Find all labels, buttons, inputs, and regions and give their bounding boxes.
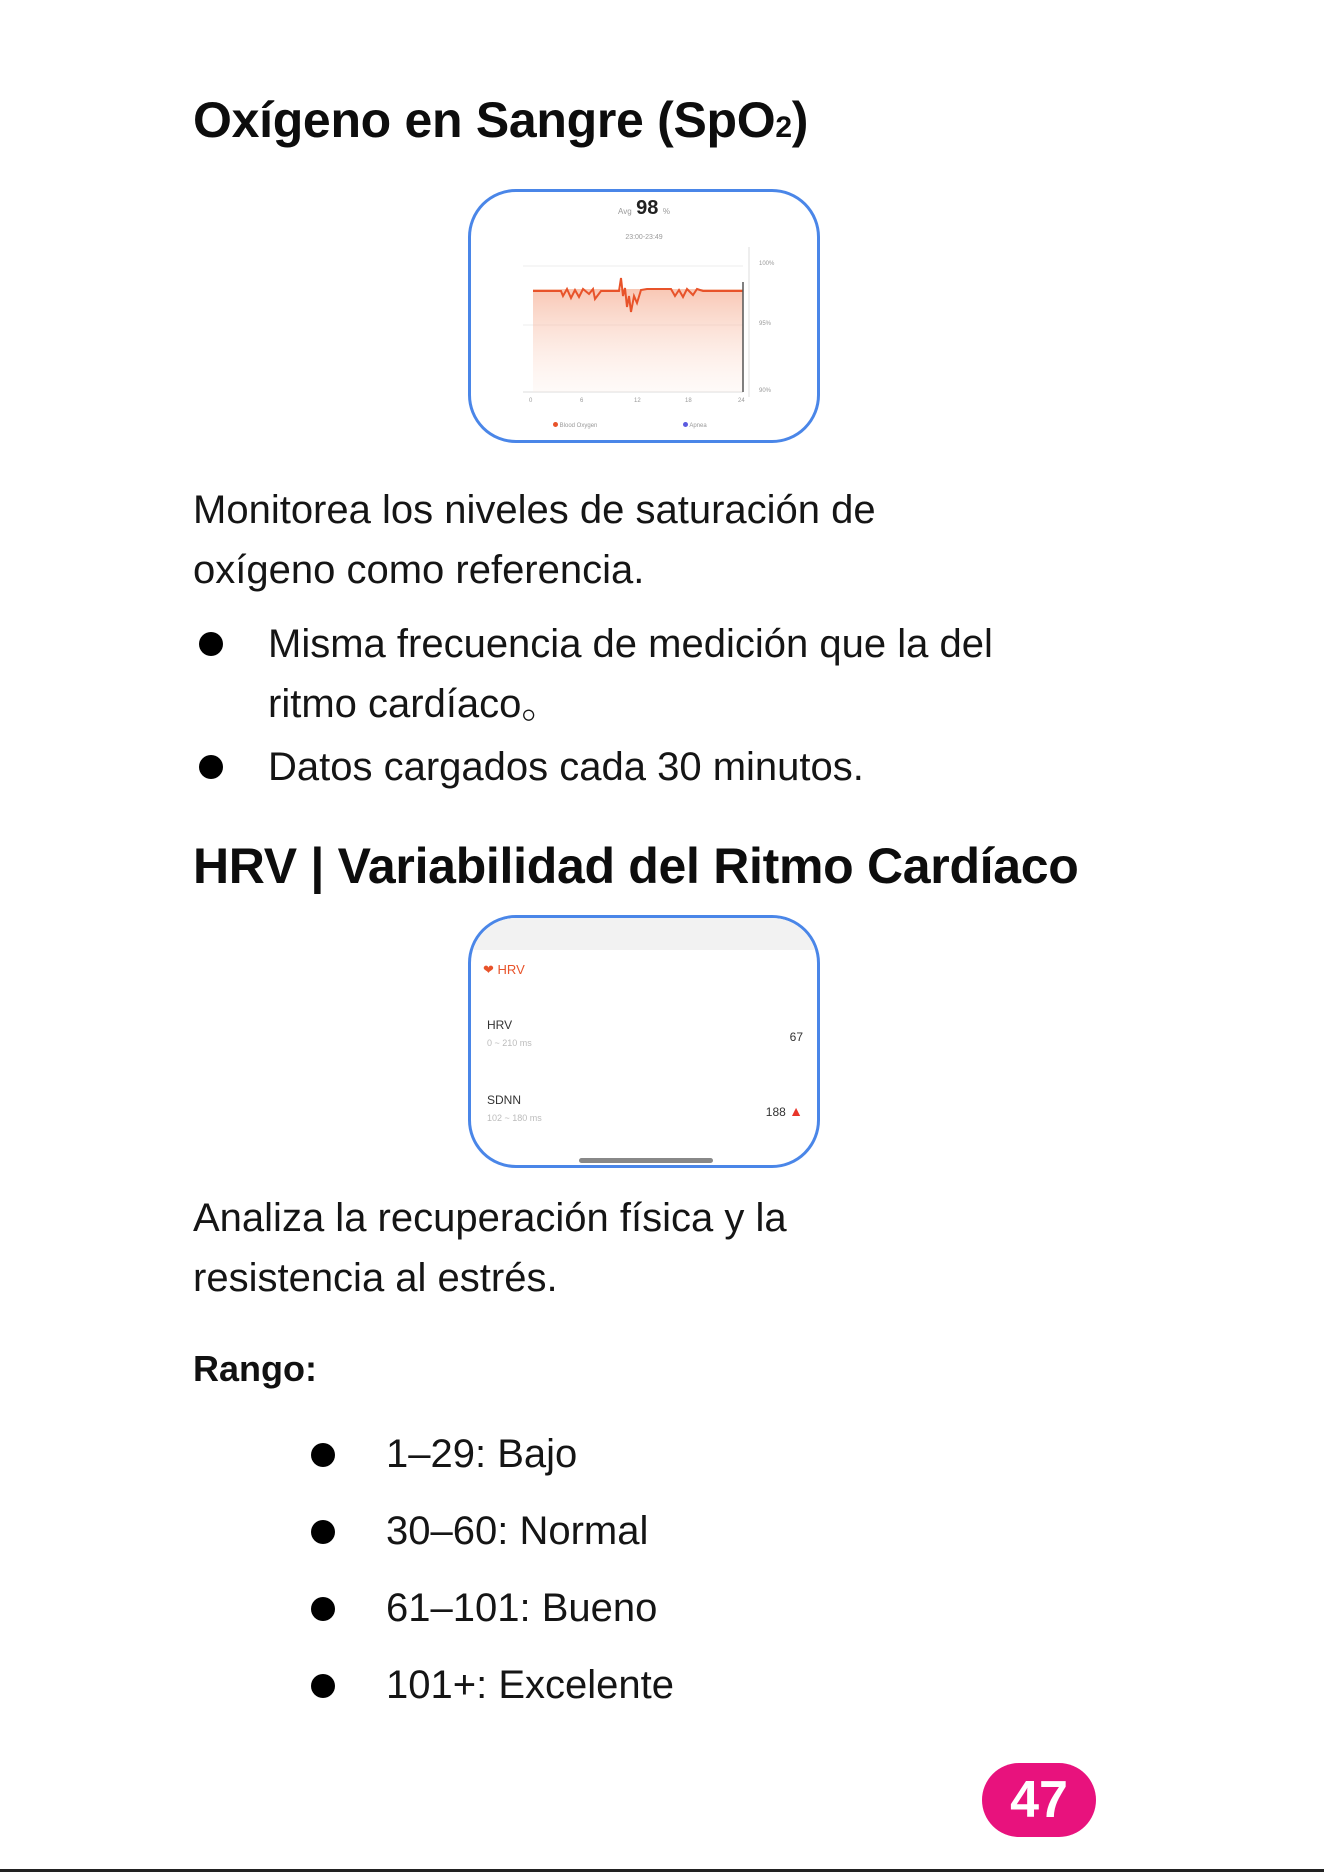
spo2-description: Monitorea los niveles de saturación de oxígeno como referencia.	[193, 488, 876, 592]
hrv-screen-header: ❤ HRV	[483, 962, 525, 977]
spo2-ytick: 90%	[759, 388, 772, 394]
spo2-ytick: 95%	[759, 321, 772, 327]
spo2-xtick: 6	[580, 398, 584, 404]
list-item: 1–29: Bajo	[305, 1424, 905, 1484]
spo2-xtick: 0	[529, 398, 533, 404]
spo2-ytick: 100%	[759, 261, 775, 267]
hrv-row-range: 0 ~ 210 ms	[487, 1038, 532, 1048]
list-item: 30–60: Normal	[305, 1501, 905, 1561]
spo2-heading: Oxígeno en Sangre (SpO2)	[193, 92, 809, 148]
bullet-icon	[199, 632, 223, 656]
warning-triangle-icon: ▲	[789, 1103, 803, 1119]
bullet-icon	[311, 1674, 335, 1698]
sdnn-row-value-wrap: 188 ▲	[765, 1103, 803, 1119]
bullet-icon	[311, 1443, 335, 1467]
spo2-time: 23:00-23:49	[625, 234, 663, 241]
spo2-xtick: 18	[685, 398, 692, 404]
sdnn-row-range: 102 ~ 180 ms	[487, 1113, 542, 1123]
hrv-row-name: HRV	[487, 1018, 513, 1032]
list-item: Misma frecuencia de medición que la del ritmo cardíaco。	[193, 614, 1143, 734]
spo2-bullets	[193, 614, 1143, 797]
bullet-icon	[199, 755, 223, 779]
spo2-avg: Avg 98 %	[618, 197, 670, 219]
list-item: 61–101: Bueno	[305, 1578, 905, 1638]
range-label: Rango:	[193, 1348, 317, 1389]
list-item: 101+: Excelente	[305, 1655, 905, 1715]
bullet-icon	[311, 1597, 335, 1621]
spo2-screenshot	[468, 189, 820, 443]
bullet-icon	[311, 1520, 335, 1544]
spo2-chart	[471, 192, 820, 443]
hrv-screenshot	[468, 915, 820, 1168]
spo2-xtick: 24	[738, 398, 745, 404]
home-indicator	[579, 1158, 713, 1163]
hrv-description: Analiza la recuperación física y la resistencia al estrés.	[193, 1196, 787, 1300]
spo2-legend-apnea: Apnea	[683, 422, 707, 429]
spo2-legend-blood: Blood Oxygen	[553, 422, 597, 429]
hrv-heading: HRV | Variabilidad del Ritmo Cardíaco	[193, 838, 1079, 894]
sdnn-row-name: SDNN	[487, 1093, 522, 1107]
hrv-row-value: 67	[789, 1030, 803, 1044]
list-item: Datos cargados cada 30 minutos.	[193, 737, 1143, 797]
hrv-range-list	[305, 1424, 905, 1715]
heart-icon: ❤	[483, 962, 494, 977]
spo2-xtick: 12	[634, 398, 641, 404]
page-number: 47	[982, 1763, 1096, 1837]
legend-dot-icon	[683, 422, 688, 427]
legend-dot-icon	[553, 422, 558, 427]
